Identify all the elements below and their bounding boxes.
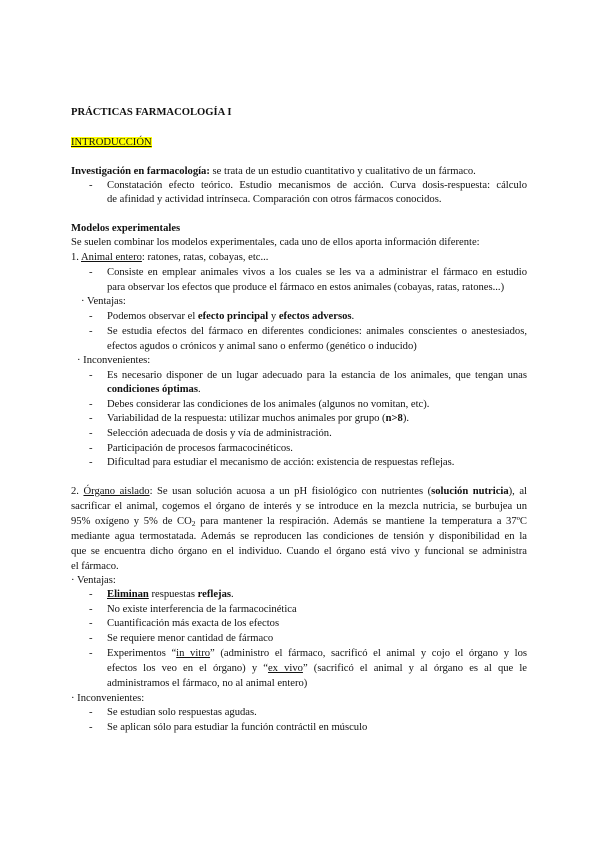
organo-v5-b: ” (administro el fármaco, sacrificó el animal y cojo el órgano y los bbox=[210, 648, 527, 659]
organo-p1-c: ), al bbox=[508, 486, 527, 497]
organo-v5-l2b: ” (sacrificó el animal y al órgano es al que le bbox=[302, 663, 528, 674]
organo-i2: Se aplican sólo para estudiar la función contráctil en músculo bbox=[107, 722, 368, 733]
animal-heading bbox=[71, 251, 268, 265]
organo-p3-sub: 2 bbox=[191, 519, 196, 528]
organo-v2: No existe interferencia de la farmacocinética bbox=[107, 604, 297, 615]
organo-p1 bbox=[71, 485, 527, 499]
inv-bullet-line2: de afinidad y actividad intrínseca. Comparación con otros fármacos conocidos. bbox=[107, 194, 442, 205]
bullet-dash: - bbox=[89, 428, 93, 439]
organo-inconv-label: · Inconvenientes: bbox=[71, 693, 145, 704]
organo-v1-end: . bbox=[231, 589, 234, 600]
animal-v1-mid: y bbox=[268, 311, 279, 322]
animal-i4: Selección adecuada de dosis y vía de administración. bbox=[107, 428, 332, 439]
animal-i3-pre: Variabilidad de la respuesta: utilizar muchos animales por grupo ( bbox=[107, 413, 386, 424]
animal-v1-pre: Podemos observar el bbox=[107, 311, 198, 322]
animal-v1-end: . bbox=[351, 311, 355, 322]
organo-p1-bold: solución nutricia bbox=[431, 486, 509, 497]
animal-i3-end: ). bbox=[402, 413, 410, 424]
animal-inconv-label: · Inconvenientes: bbox=[77, 355, 151, 366]
organo-p1-a: : Se usan solución acuosa a un pH fisiológico con nutrientes ( bbox=[149, 486, 432, 497]
bullet-dash: - bbox=[89, 267, 93, 278]
organo-i1: Se estudian solo respuestas agudas. bbox=[107, 707, 257, 718]
organo-p3-b: para mantener la respiración. Además se mantiene la temperatura a 37ºC bbox=[195, 516, 527, 527]
organo-p5: que se encuentra dicho órgano en el individuo. Cuando el órgano está vivo y funcional se administra bbox=[71, 546, 527, 557]
animal-i1-line1: Es necesario disponer de un lugar adecuado para la estancia de los animales, que tengan unas bbox=[107, 370, 527, 381]
organo-p3-a: 95% oxígeno y 5% de CO bbox=[71, 516, 192, 527]
bullet-dash: - bbox=[89, 326, 93, 337]
organo-p4: mediante agua termostatada. Además se reproducen las condiciones de tensión y disponibilidad en la bbox=[71, 531, 527, 542]
organo-v5-line1 bbox=[107, 647, 527, 661]
animal-name: Animal entero bbox=[81, 252, 142, 263]
animal-num: 1. bbox=[71, 252, 82, 263]
modelos-intro: Se suelen combinar los modelos experimentales, cada uno de ellos aporta información diferente: bbox=[71, 237, 480, 248]
organo-v5-exvivo: ex vivo bbox=[267, 663, 303, 674]
bullet-dash: - bbox=[89, 633, 93, 644]
bullet-dash: - bbox=[89, 413, 93, 424]
animal-b1-line2: para observar los efectos que produce el fármaco en estos animales (cobayas, ratas, ratones...) bbox=[107, 282, 505, 293]
document-title: PRÁCTICAS FARMACOLOGÍA I bbox=[71, 107, 232, 118]
inv-def: se trata de un estudio cuantitativo y cualitativo de un fármaco. bbox=[209, 166, 476, 177]
bullet-dash: - bbox=[89, 618, 93, 629]
animal-i3 bbox=[107, 412, 409, 426]
organo-v5-line3: administramos el fármaco, no al animal entero) bbox=[107, 678, 308, 689]
bullet-dash: - bbox=[89, 180, 93, 191]
organo-p2: sacrificar el animal, cogemos el órgano de interés y se introduce en la mezcla nutricia, se burbujea un bbox=[71, 501, 527, 512]
bullet-dash: - bbox=[89, 443, 93, 454]
animal-v1 bbox=[107, 310, 354, 324]
organo-v4: Se requiere menor cantidad de fármaco bbox=[107, 633, 274, 644]
animal-ventajas-label: · Ventajas: bbox=[81, 296, 126, 307]
organo-v5-line2 bbox=[107, 662, 527, 676]
organo-v1-bold: Eliminan bbox=[107, 589, 149, 600]
organo-ventajas-label: · Ventajas: bbox=[71, 575, 116, 586]
bullet-dash: - bbox=[89, 589, 93, 600]
bullet-dash: - bbox=[89, 370, 93, 381]
bullet-dash: - bbox=[89, 604, 93, 615]
organo-p6: el fármaco. bbox=[71, 561, 119, 572]
modelos-heading: Modelos experimentales bbox=[71, 223, 181, 234]
bullet-dash: - bbox=[89, 722, 93, 733]
organo-p3 bbox=[71, 515, 527, 529]
animal-i1-bold: condiciones óptimas bbox=[107, 384, 198, 395]
inv-term: Investigación en farmacología: bbox=[71, 166, 210, 177]
organo-v5-l2a: efectos los veo en el órgano) y “ bbox=[107, 663, 268, 674]
animal-i3-bold: n>8 bbox=[385, 413, 403, 424]
bullet-dash: - bbox=[89, 707, 93, 718]
animal-i1-end: . bbox=[197, 384, 201, 395]
animal-v1-bold2: efectos adversos bbox=[278, 311, 352, 322]
animal-v2-line1: Se estudia efectos del fármaco en diferentes condiciones: animales conscientes o anestesiados, bbox=[107, 326, 527, 337]
organo-v1-bold2: reflejas bbox=[197, 589, 231, 600]
organo-v5-a: Experimentos “ bbox=[107, 648, 177, 659]
organo-v5-invitro: in vitro bbox=[176, 648, 211, 659]
animal-i1-line2 bbox=[107, 383, 201, 397]
animal-i5: Participación de procesos farmacocinéticos. bbox=[107, 443, 293, 454]
section-heading-text: INTRODUCCIÓN bbox=[71, 137, 152, 148]
organo-v3: Cuantificación más exacta de los efectos bbox=[107, 618, 280, 629]
organo-name: Órgano aislado bbox=[83, 486, 150, 497]
animal-i6: Dificultad para estudiar el mecanismo de acción: existencia de respuestas reflejas. bbox=[107, 457, 455, 468]
animal-rest: : ratones, ratas, cobayas, etc... bbox=[141, 252, 269, 263]
bullet-dash: - bbox=[89, 648, 93, 659]
bullet-dash: - bbox=[89, 457, 93, 468]
bullet-dash: - bbox=[89, 311, 93, 322]
inv-bullet-line1: Constatación efecto teórico. Estudio mecanismos de acción. Curva dosis-respuesta: cálculo bbox=[107, 180, 527, 191]
organo-v1-mid: respuestas bbox=[148, 589, 198, 600]
animal-v2-line2: efectos agudos o crónicos y animal sano o enfermo (genético o inducido) bbox=[107, 341, 417, 352]
inv-paragraph bbox=[71, 165, 476, 179]
animal-v1-bold1: efecto principal bbox=[197, 311, 269, 322]
organo-v1 bbox=[107, 588, 234, 602]
bullet-dash: - bbox=[89, 399, 93, 410]
section-heading bbox=[71, 136, 152, 150]
animal-i2: Debes considerar las condiciones de los animales (algunos no vomitan, etc). bbox=[107, 399, 430, 410]
animal-b1-line1: Consiste en emplear animales vivos a los cuales se les va a administrar el fármaco en estudio bbox=[107, 267, 527, 278]
organo-num: 2. bbox=[71, 486, 84, 497]
